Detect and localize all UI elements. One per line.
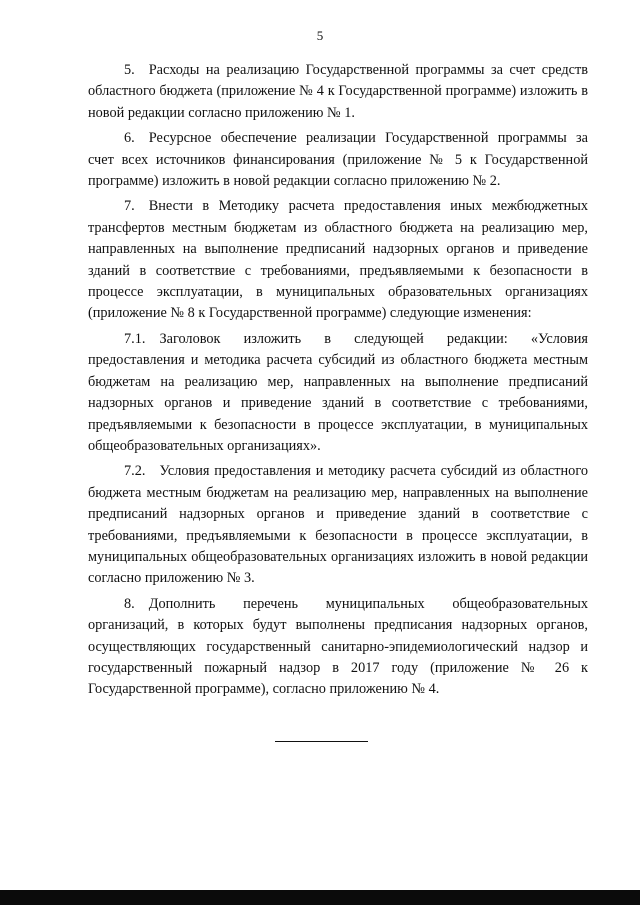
paragraph-8 — [88, 594, 588, 701]
end-divider-line — [275, 741, 368, 742]
paragraph-number: 7.1. — [124, 330, 146, 347]
page-number: 5 — [316, 28, 324, 43]
paragraph-text: Условия предоставления и методику расчета субсидий из областного бюджета местным бюджетам на реализацию мер, направленных на выполнение предписаний надзорных органов и приведение зданий в соответствие с требованиями, предъявляемыми к безопасности в процессе эксплуатации, в муниципальных общеобразовательных организациях изложить в новой редакции согласно приложению № 3. — [88, 463, 588, 587]
scan-bottom-edge — [0, 890, 640, 905]
paragraph-7 — [88, 196, 588, 324]
paragraph-5 — [88, 60, 588, 124]
paragraph-number: 6. — [124, 130, 135, 147]
paragraph-text: Расходы на реализацию Государственной программы за счет средств областного бюджета (приложение № 4 к Государственной программе) изложить в новой редакции согласно приложению № 1. — [88, 62, 588, 121]
paragraph-7-2 — [88, 461, 588, 589]
paragraph-text: Дополнить перечень муниципальных общеобразовательных организаций, в которых будут выполнены предписания надзорных органов, осуществляющих государственный санитарно-эпидемиологический надзор и государственный пожарный надзор в 2017 году (приложение № 26 к Государственной программе), согласно приложению № 4. — [88, 595, 588, 698]
paragraph-text: Ресурсное обеспечение реализации Государственной программы за счет всех источников финансирования (приложение № 5 к Государственной программе) изложить в новой редакции согласно приложению № 2. — [88, 130, 588, 190]
paragraph-6 — [88, 128, 588, 192]
paragraph-number: 5. — [124, 62, 135, 78]
paragraph-text: Заголовок изложить в следующей редакции: «Условия предоставления и методика расчета субсидий из областного бюджета местным бюджетам на реализацию мер, направленных на выполнение предписаний надзорных органов и приведение зданий в соответствие с требованиями, предъявляемыми к безопасности в процессе эксплуатации, в муниципальных общеобразовательных организациях». — [88, 330, 588, 454]
document-body — [88, 60, 588, 705]
paragraph-number: 8. — [124, 595, 135, 612]
paragraph-number: 7. — [124, 198, 135, 215]
paragraph-7-1 — [88, 329, 588, 457]
paragraph-text: Внести в Методику расчета предоставления иных межбюджетных трансфертов местным бюджетам из областного бюджета на реализацию мер, направленных на выполнение предписаний надзорных органов и приведение зданий в соответствие с требованиями, предъявляемыми к безопасности в процессе эксплуатации, в муниципальных образовательных организациях (приложение № 8 к Государственной программе) следующие изменения: — [88, 198, 588, 322]
paragraph-number: 7.2. — [124, 463, 146, 480]
